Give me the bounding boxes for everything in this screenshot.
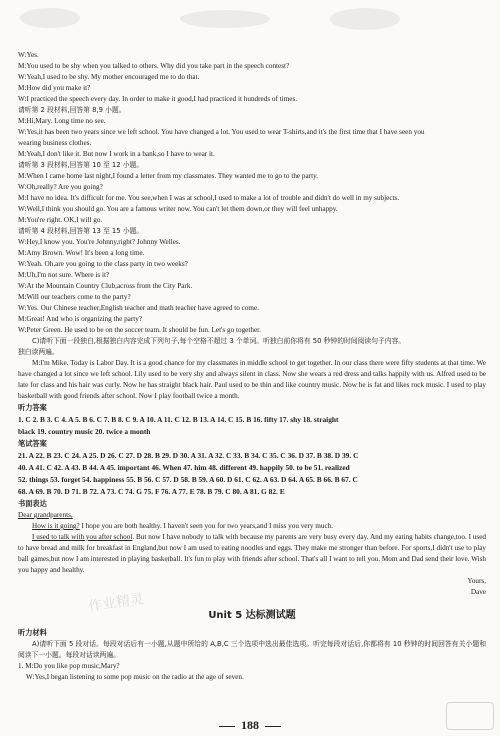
answer-line: 21. A 22. B 23. C 24. A 25. D 26. C 27. D 28. B 29. D 30. A 31. A 32. C 33. B 34. C 35. C 36. D 37. B 38. D 39. C [18, 451, 359, 460]
watermark-stamp: 作业精灵 [87, 591, 145, 615]
answer-line: 68. A 69. B 70. D 71. B 72. A 73. C 74. G 75. F 76. A 77. E 78. B 79. C 80. A 81. G 82. E [18, 487, 285, 496]
section-2 [18, 105, 486, 160]
corner-logo-icon [446, 702, 494, 730]
dialogue-line: M:You used to be shy when you talked to others. Why did you take part in the speech contest? [18, 62, 290, 70]
dialogue-line: W:Yes. Our Chinese teacher,English teacher and math teacher have agreed to come. [18, 304, 259, 312]
dialogue-line: M:Will our teachers come to the party? [18, 293, 131, 301]
underlined-phrase: I used to talk with you after school [32, 533, 133, 541]
listening-answers-heading: 听力答案 [18, 403, 47, 412]
answer-line: 1. C 2. B 3. C 4. A 5. B 6. C 7. B 8. C 9. A 10. A 11. C 12. B 13. A 14. C 15. B 16. fifty 17. shy 18. straight [18, 415, 339, 424]
dash-left [219, 726, 235, 727]
dialogue-line: W:Well,I think you should go. You are a famous writer now. You can't let them down,or they will feel unhappy. [18, 205, 338, 213]
dialogue-line: W:At the Mountain Country Club,across from the City Park. [18, 282, 193, 290]
dialogue-line: M:You're right. OK,I will go. [18, 216, 103, 224]
section-3 [18, 160, 486, 226]
section-4 [18, 226, 486, 336]
dialogue-line: M:Uh,I'm not sure. Where is it? [18, 271, 110, 279]
dialogue-line: W:Oh,really? Are you going? [18, 183, 103, 191]
answer-line: 40. A 41. C 42. A 43. B 44. A 45. important 46. When 47. him 48. different 49. happily 50. to be 51. realized [18, 463, 350, 472]
dialogue-line: W:Yes,it has been two years since we left school. You have changed a lot. You used to wear T-shirts,and it's the first time that I have seen you [18, 128, 425, 136]
section-heading: 请听第 2 段材料,回答第 8,9 小题。 [18, 106, 126, 114]
dialogue-line: W:Hey,I know you. You're Johnny,right? Johnny Welles. [18, 238, 181, 246]
dialogue-line: W:Yes. [18, 51, 39, 59]
letter-text: . But now I have nobody to talk with because my parents are very busy every day. And my eating habits change,too. I used to have bread and milk for breakfast in England,but now I am used to eating noodles and eggs. They make me stronger than before. For sports,I didn't use to play ball games,but now I am interested in playing basketball. It's fun to play with friends after school. That's all I want to tell you. Mom and Dad send their love. Wish you happy and healthy. [18, 533, 486, 574]
unit-title: Unit 5 达标测试题 [208, 610, 296, 621]
section-heading: 请听第 3 段材料,回答第 10 至 12 小题。 [18, 161, 144, 169]
dash-right [265, 726, 281, 727]
listening-answers [18, 402, 486, 438]
letter-signature: Dave [470, 588, 486, 596]
dialogue-line: 1. M:Do you like pop music,Mary? [18, 662, 120, 670]
dialogue-line: W:Yeah. Oh,are you going to the class party in two weeks? [18, 260, 188, 268]
listening-material-heading: 听力材料 [18, 628, 47, 637]
letter-closing: Yours, [467, 577, 486, 585]
dialogue-1 [18, 50, 486, 105]
unit-5-section [18, 606, 486, 683]
section-heading: 请听第 4 段材料,回答第 13 至 15 小题。 [18, 227, 144, 235]
dialogue-line: M:Yeah,I don't like it. But now I work in a bank,so I have to wear it. [18, 150, 215, 158]
answer-line: 52. things 53. forget 54. happiness 55. B 56. C 57. D 58. B 59. A 60. D 61. C 62. A 63. D 64. A 65. B 66. B 67. C [18, 475, 358, 484]
letter-text: I hope you are both healthy. I haven't seen you for two years,and I miss you very much. [79, 522, 334, 530]
dialogue-line: wearing business clothes. [18, 139, 92, 147]
letter-salutation: Dear grandparents, [18, 511, 73, 519]
page-number-text: 188 [241, 718, 259, 732]
page-number [0, 718, 500, 733]
dialogue-line: W:I practiced the speech every day. In order to make it good,I had practiced it hundreds of times. [18, 95, 298, 103]
document-body [18, 50, 486, 683]
dialogue-line: M:I have no idea. It's difficult for me. You see,when I was at school,I used to make a lot of trouble and didn't do well in my subjects. [18, 194, 400, 202]
written-answers-heading: 笔试答案 [18, 439, 47, 448]
written-answers [18, 438, 486, 498]
letter-paragraph-2 [18, 532, 486, 576]
dialogue-line: M:Hi,Mary. Long time no see. [18, 117, 106, 125]
dialogue-line: M:Great! And who is organizing the party? [18, 315, 143, 323]
dialogue-line: W:Yes,I began listening to some pop music on the radio at the age of seven. [26, 673, 244, 681]
scan-smudge [180, 10, 270, 28]
dialogue-line: W:Peter Green. He used to be on the soccer team. It should be fun. Let's go together. [18, 326, 261, 334]
dialogue-line: M:How did you make it? [18, 84, 91, 92]
underlined-phrase: How is it going? [32, 522, 80, 530]
answer-line: black 19. country music 20. twice a month [18, 427, 151, 436]
part-c [18, 336, 486, 402]
monologue-paragraph: M:I'm Mike. Today is Labor Day. It is a good chance for my classmates in middle school to get together. In our class there were fifty students at that time. We have changed a lot since we left school. Lily used to be very shy and always silent in class. Now she wears a red dress and talks happily with us. Alfred used to be late for class and his hair was curly. Now he has straight black hair. Paul used to be thin and like country music. Now he is fat and likes rock music. I used to play basketball with good friends after school. Now I play football twice a month. [18, 359, 486, 400]
dialogue-line: M:Amy Brown. Wow! It's been a long time. [18, 249, 145, 257]
dialogue-line: W:Yeah,I used to be shy. My mother encouraged me to do that. [18, 73, 200, 81]
scan-smudge [20, 8, 80, 28]
writing-heading: 书面表达 [18, 499, 47, 508]
dialogue-line: M:When I came home last night,I found a letter from my classmates. They wanted me to go to the party. [18, 172, 318, 180]
part-c-instruction-2: 独白读两遍。 [18, 348, 59, 356]
letter-paragraph-1 [18, 521, 486, 532]
scan-smudge [330, 8, 400, 30]
writing-section [18, 498, 486, 598]
part-c-instruction: C)请听下面一段独白,根据独白内容完成下列句子,每个空格不超过 3 个单词。听独白前你将有 50 秒钟的时间阅读句子内容。 [32, 337, 406, 345]
unit-5-instruction: A)请听下面 5 段对话。每段对话后有一小题,从题中所给的 A,B,C 三个选项中选出最佳选项。听完每段对话后,你都将有 10 秒钟的时间回答有关小题和阅读下一小题。每段对话读两遍。 [18, 640, 486, 659]
